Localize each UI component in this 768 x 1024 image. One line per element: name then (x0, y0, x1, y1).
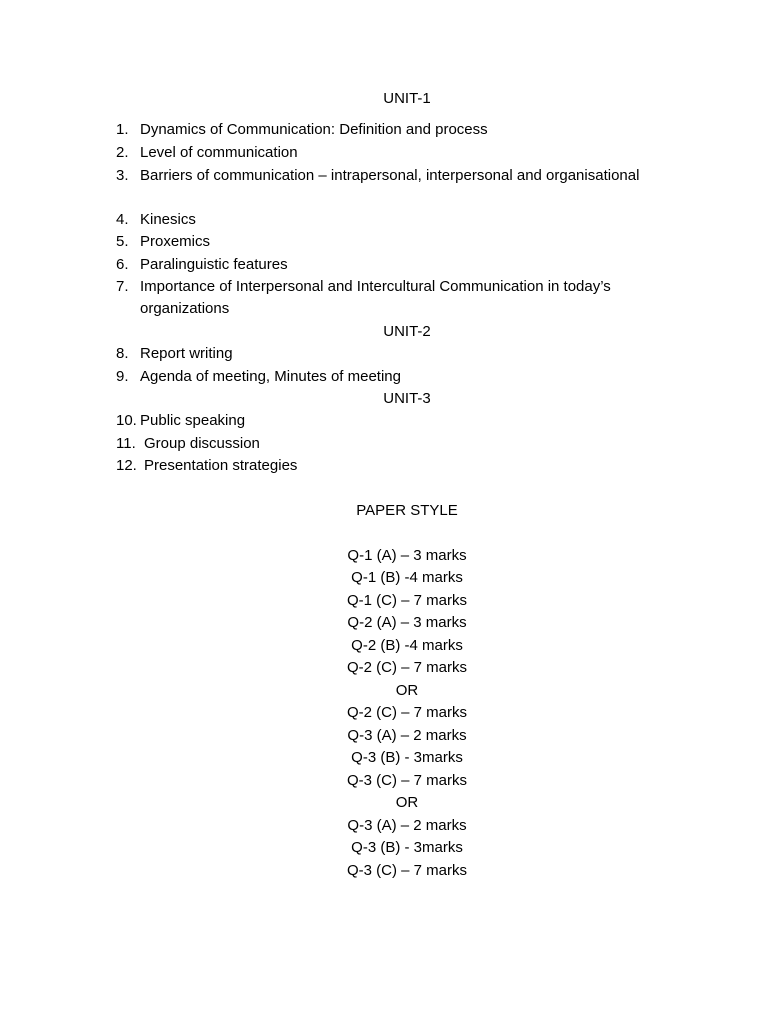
paper-line: Q-2 (B) -4 marks (351, 637, 463, 654)
item-number: 11. (116, 435, 136, 452)
paper-line: Q-3 (A) – 2 marks (347, 817, 467, 834)
item-text: Presentation strategies (144, 457, 298, 474)
paper-line: Q-3 (B) - 3marks (351, 749, 463, 766)
paper-line: Q-2 (C) – 7 marks (346, 704, 467, 721)
item-text: Barriers of communication – intrapersonal, interpersonal and organisational (140, 167, 640, 184)
item-number: 8. (116, 345, 129, 362)
paper-style-title: PAPER STYLE (356, 502, 458, 519)
item-number: 3. (116, 167, 129, 184)
paper-line: Q-1 (C) – 7 marks (346, 592, 467, 609)
item-number: 4. (116, 211, 129, 228)
item-number: 10. (116, 412, 137, 429)
paper-line: Q-3 (A) – 2 marks (347, 727, 467, 744)
paper-line: Q-3 (B) - 3marks (351, 839, 463, 856)
item-number: 2. (116, 144, 129, 161)
paper-line: Q-3 (C) – 7 marks (346, 772, 467, 789)
paper-line: Q-2 (A) – 3 marks (347, 614, 467, 631)
paper-line: Q-1 (A) – 3 marks (347, 547, 467, 564)
paper-line-or: OR (395, 682, 419, 699)
paper-line-or: OR (395, 794, 419, 811)
unit-1-heading: UNIT-1 (383, 90, 431, 107)
item-text: Proxemics (140, 233, 211, 250)
item-text: Importance of Interpersonal and Intercultural Communication in today’s organizations (140, 278, 611, 317)
item-number: 1. (116, 121, 129, 138)
unit-3-heading: UNIT-3 (383, 390, 431, 407)
item-text: Report writing (140, 345, 233, 362)
unit-2-heading: UNIT-2 (383, 323, 431, 340)
item-number: 12. (116, 457, 137, 474)
item-number: 9. (116, 368, 129, 385)
paper-line: Q-3 (C) – 7 marks (346, 862, 467, 879)
item-text: Public speaking (140, 412, 246, 429)
item-text: Level of communication (140, 144, 298, 161)
item-text: Paralinguistic features (140, 256, 288, 273)
item-number: 7. (116, 278, 129, 295)
item-number: 5. (116, 233, 129, 250)
item-number: 6. (116, 256, 129, 273)
item-text: Agenda of meeting, Minutes of meeting (140, 368, 401, 385)
item-text: Dynamics of Communication: Definition and process (140, 121, 488, 138)
item-text: Group discussion (144, 435, 260, 452)
item-text: Kinesics (140, 211, 196, 228)
paper-line: Q-1 (B) -4 marks (351, 569, 463, 586)
paper-line: Q-2 (C) – 7 marks (346, 659, 467, 676)
